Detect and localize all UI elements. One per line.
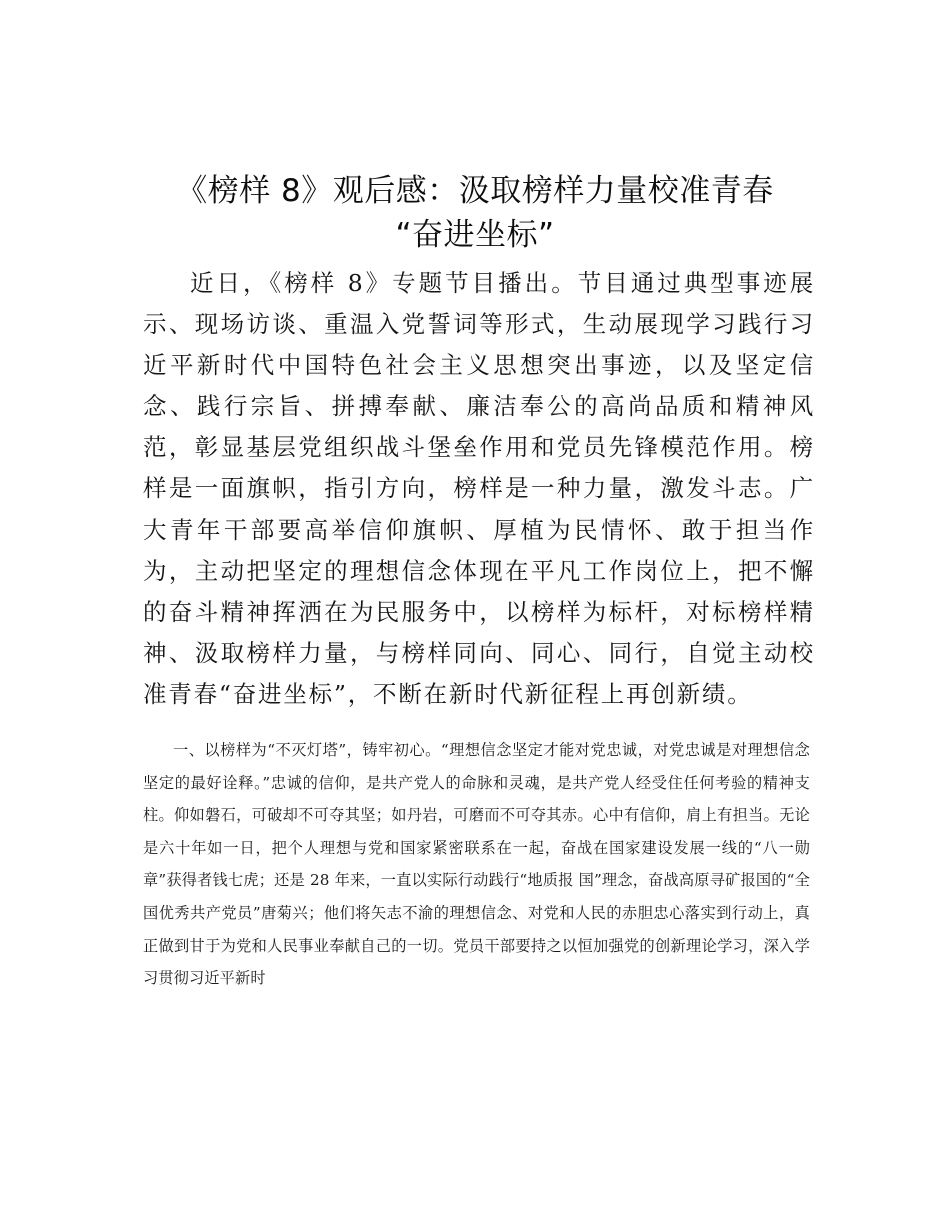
lead-paragraph: 近日，《榜样 8》专题节目播出。节目通过典型事迹展示、现场访谈、重温入党誓词等形式，生动展现学习践行习近平新时代中国特色社会主义思想突出事迹，以及坚定信念、践行宗旨、拼搏奉献、廉洁奉公的高尚品质和精神风范，彰显基层党组织战斗堡垒作用和党员先锋模范作用。榜样是一面旗帜，指引方向，榜样是一种力量，激发斗志。广大青年干部要高举信仰旗帜、厚植为民情怀、敢于担当作为，主动把坚定的理想信念体现在平凡工作岗位上，把不懈的奋斗精神挥洒在为民服务中，以榜样为标杆，对标榜样精神、汲取榜样力量，与榜样同向、同心、同行，自觉主动校准青春“奋进坐标”，不断在新时代新征程上再创新绩。: [143, 269, 815, 708]
section-1-paragraph: 一、以榜样为“不灭灯塔”，铸牢初心。“理想信念坚定才能对党忠诚，对党忠诚是对理想信念坚定的最好诠释。”忠诚的信仰，是共产党人的命脉和灵魂，是共产党人经受住任何考验的精神支柱。仰如磐石，可破却不可夺其坚；如丹岩，可磨而不可夺其赤。心中有信仰，肩上有担当。无论是六十年如一日，把个人理想与党和国家紧密联系在一起，奋战在国家建设发展一线的“八一勋章”获得者钱七虎；还是 28 年来，一直以实际行动践行“地质报 国”理念，奋战高原寻矿报国的“全国优秀共产党员”唐菊兴；他们将矢志不渝的理想信念、对党和人民的赤胆忠心落实到行动上，真正做到甘于为党和人民事业奉献自己的一切。党员干部要持之以恒加强党的创新理论学习，深入学习贯彻习近平新时: [143, 741, 810, 988]
document-title-line-1: 《榜样 8》观后感：汲取榜样力量校准青春: [176, 173, 774, 209]
document-title-line-2: “奋进坐标”: [395, 217, 555, 253]
